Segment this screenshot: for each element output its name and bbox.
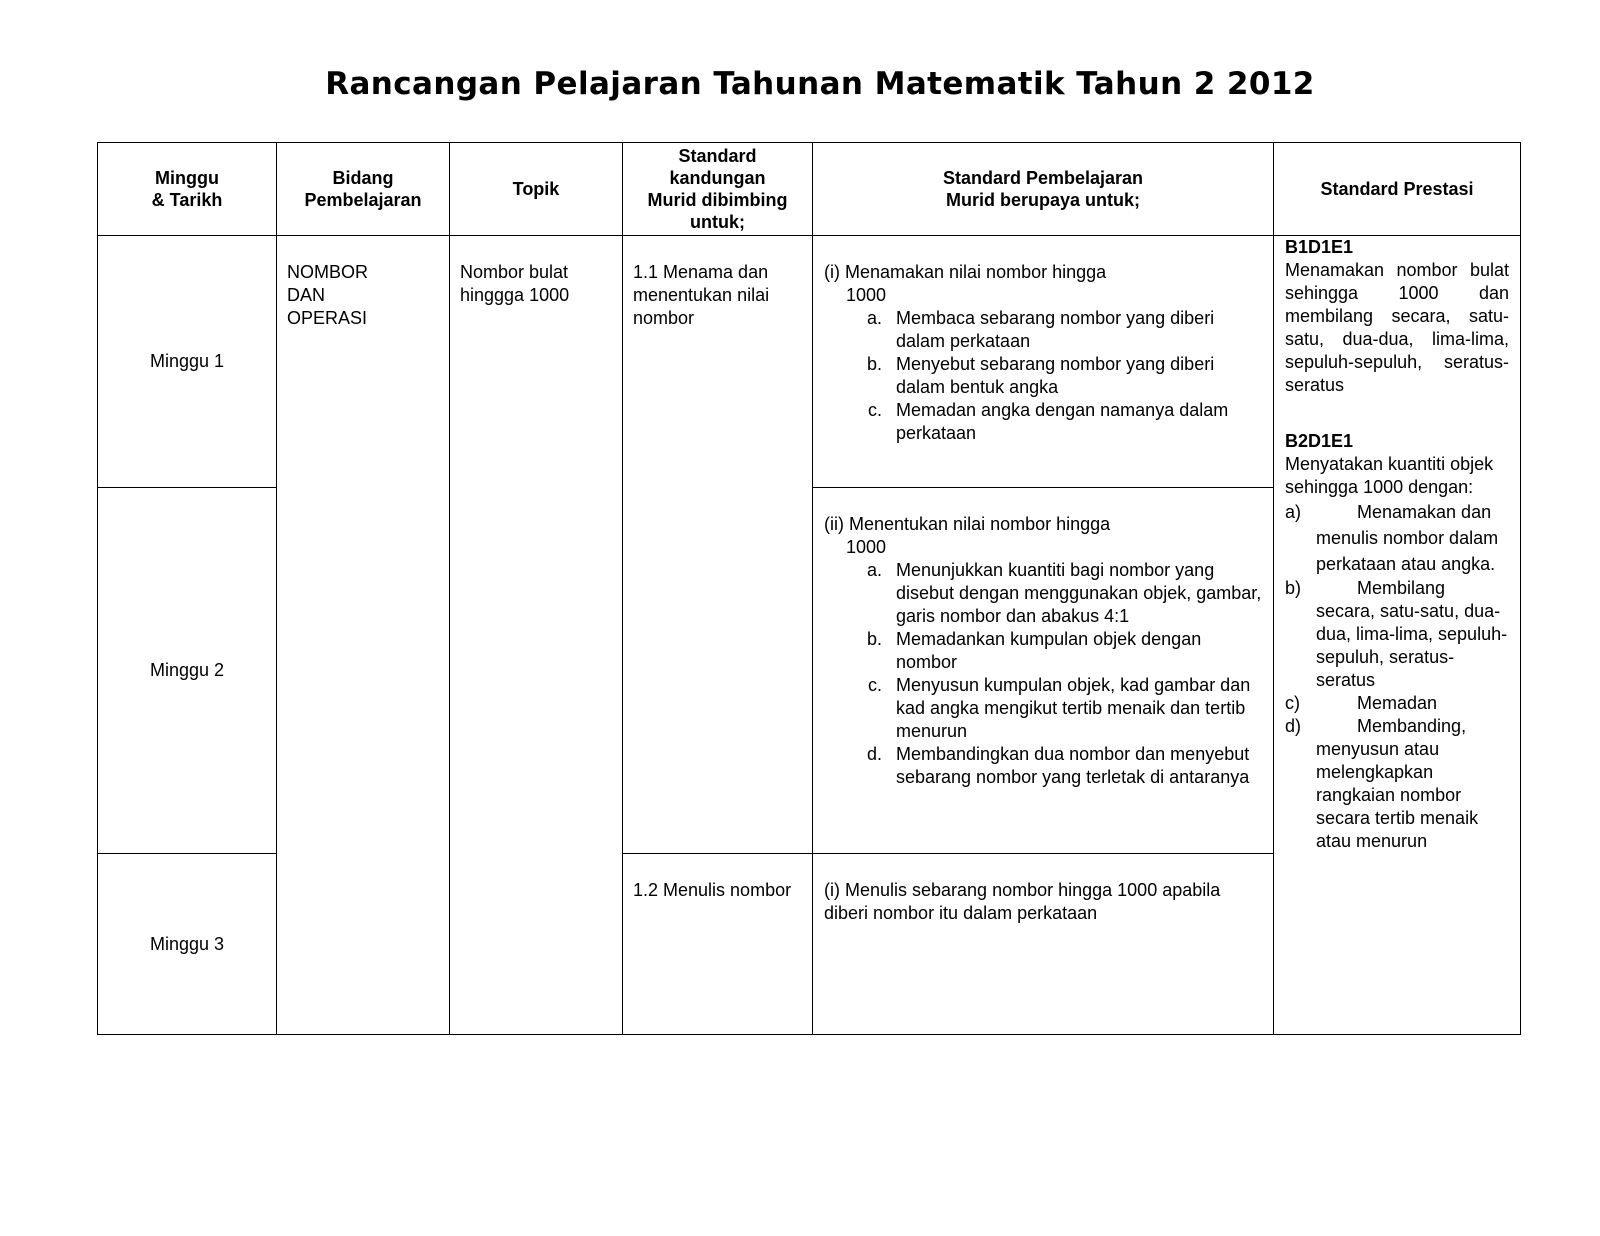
week-cell: Minggu 2 [98,488,277,854]
week-cell: Minggu 3 [98,854,277,1035]
list-item: c. Memadan angka dengan namanya dalam perkataan [867,400,1229,443]
header-performance-standard: Standard Prestasi [1274,143,1521,236]
list-item: a) Menamakan dan menulis nombor dalam perkataan atau angka. [1285,502,1499,574]
learning-standard-cell: (i) Menulis sebarang nombor hingga 1000 apabila diberi nombor itu dalam perkataan [813,854,1274,1035]
list-item: b. Menyebut sebarang nombor yang diberi dalam bentuk angka [866,354,1215,397]
list-item: c. Menyusun kumpulan objek, kad gambar dan kad angka mengikut tertib menaik dan tertib menurun [867,675,1251,741]
list-item: c) Memadan [1285,693,1438,713]
content-standard-cell: 1.2 Menulis nombor [623,854,813,1035]
lesson-plan-table [97,142,1521,1035]
week-cell: Minggu 1 [98,236,277,488]
list-item: a. Menunjukkan kuantiti bagi nombor yang disebut dengan menggunakan objek, gambar, garis nombor dan abakus 4:1 [866,560,1262,626]
learning-list [824,559,1263,789]
header-area: Bidang Pembelajaran [277,143,450,236]
list-item: d. Membandingkan dua nombor dan menyebut sebarang nombor yang terletak di antaranya [866,744,1250,787]
list-item: a. Membaca sebarang nombor yang diberi dalam perkataan [866,308,1215,351]
header-learning-standard: Standard Pembelajaran Murid berupaya untuk; [813,143,1274,236]
performance-standard-cell: B1D1E1 Menamakan nombor bulat sehingga 1000 dan membilang secara, satu-satu, dua-dua, lima-lima, sepuluh-sepuluh, seratus-seratus B2D1E1 Menyatakan kuantiti objek sehingga 1000 dengan: a) Menamakan dan menulis nombor dalam perkataan atau angka. b) Membilang secara, satu-satu, dua-dua, lima-lima, sepuluh-sepuluh, seratus-seratus c) Memadan d) Membanding, menyusun atau melengkapkan rangkaian nombor secara tertib menaik atau menurun [1274,236,1521,1035]
header-week: Minggu & Tarikh [98,143,277,236]
table-row [98,236,1521,488]
list-item: d) Membanding, menyusun atau melengkapkan rangkaian nombor secara tertib menaik atau menurun [1285,716,1479,851]
page-title: Rancangan Pelajaran Tahunan Matematik Tahun 2 2012 [325,66,1315,102]
header-row [98,143,1521,236]
topic-cell: Nombor bulat hinggga 1000 [450,236,623,1035]
learning-standard-cell: (i) Menamakan nilai nombor hingga 1000 a. Membaca sebarang nombor yang diberi dalam perkataan b. Menyebut sebarang nombor yang diberi dalam bentuk angka c. Memadan angka dengan namanya dalam perkataan [813,236,1274,488]
learning-standard-cell: (ii) Menentukan nilai nombor hingga 1000 a. Menunjukkan kuantiti bagi nombor yang disebut dengan menggunakan objek, gambar, garis nombor dan abakus 4:1 b. Memadankan kumpulan objek dengan nombor c. Menyusun kumpulan objek, kad gambar dan kad angka mengikut tertib menaik dan tertib menurun d. Membandingkan dua nombor dan menyebut sebarang nombor yang terletak di antaranya [813,488,1274,854]
list-item: b) Membilang secara, satu-satu, dua-dua, lima-lima, sepuluh-sepuluh, seratus-seratus [1285,578,1508,690]
performance-code: B2D1E1 [1285,431,1354,451]
performance-list [1285,499,1509,853]
header-topic: Topik [450,143,623,236]
list-item: b. Memadankan kumpulan objek dengan nombor [866,629,1202,672]
area-cell: NOMBOR DAN OPERASI [277,236,450,1035]
content-standard-cell: 1.1 Menama dan menentukan nilai nombor [623,236,813,854]
performance-code: B1D1E1 [1285,237,1354,257]
learning-list [824,307,1263,445]
header-content-standard: Standard kandungan Murid dibimbing untuk; [623,143,813,236]
